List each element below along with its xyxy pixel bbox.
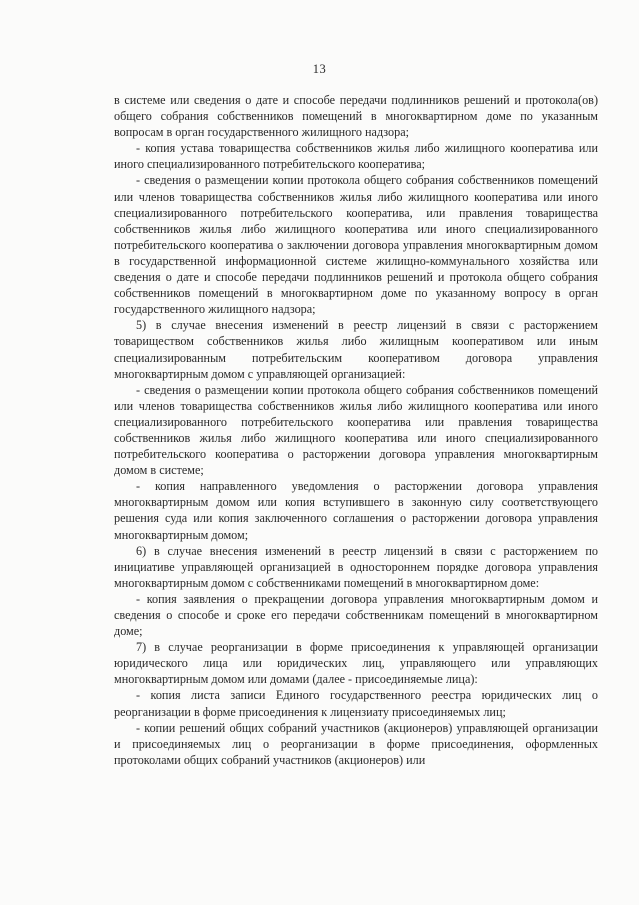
paragraph: - сведения о размещении копии протокола общего собрания собственников помещений или членов товарищества собственников жилья либо жилищного кооператива или иного специализированного потребительского кооператива или правления товарищества собственников жилья либо жилищного кооператива или иного специализированного потребительского кооператива о расторжении договора управления многоквартирным домом в системе; [114,382,598,478]
paragraph: 6) в случае внесения изменений в реестр лицензий в связи с расторжением по инициативе управляющей организацией в одностороннем порядке договора управления многоквартирным домом с собственниками помещений в многоквартирном доме: [114,543,598,590]
paragraph: - копия устава товарищества собственников жилья либо жилищного кооператива или иного специализированного потребительского кооператива; [114,141,598,172]
paragraph: - копия направленного уведомления о расторжении договора управления многоквартирным домом или копия вступившего в законную силу соответствующего решения суда или копия заключенного соглашения о расторжении договора управления многоквартирным домом; [114,479,598,542]
paragraph: - сведения о размещении копии протокола общего собрания собственников помещений или членов товарищества собственников жилья либо жилищного кооператива или иного специализированного потребительского кооператива, или правления товарищества собственников жилья либо жилищного кооператива или иного специализированного потребительского кооператива о заключении договора управления многоквартирным домом в государственной информационной системе жилищно-коммунального хозяйства или сведения о дате и способе передачи подлинников решений и протокола общего собрания собственников помещений в многоквартирном доме по указанному вопросу в орган государственного жилищного надзора; [114,173,598,317]
page-number: 13 [312,62,327,76]
paragraph: - копия листа записи Единого государственного реестра юридических лиц о реорганизации в форме присоединения к лицензиату присоединяемых лиц; [114,688,598,719]
body-text [114,92,598,768]
paragraph: 7) в случае реорганизации в форме присоединения к управляющей организации юридического лица или юридических лиц, управляющего или управляющих многоквартирным домом или домами (далее - присоединяемые лица): [114,640,598,687]
paragraph: 5) в случае внесения изменений в реестр лицензий в связи с расторжением товариществом собственников жилья либо жилищным кооперативом или иным специализированным потребительским кооперативом договора управления многоквартирным домом с управляющей организацией: [114,318,598,381]
paragraph: - копия заявления о прекращении договора управления многоквартирным домом и сведения о способе и сроке его передачи собственникам помещений в многоквартирном доме; [114,591,598,639]
paragraph: в системе или сведения о дате и способе передачи подлинников решений и протокола(ов) общего собрания собственников помещений в многоквартирном доме по указанным вопросам в орган государственного жилищного надзора; [114,93,598,140]
paragraph: - копии решений общих собраний участников (акционеров) управляющей организации и присоединяемых лиц о реорганизации в форме присоединения, оформленных протоколами общих собраний участников (акционеров) или [114,720,598,767]
